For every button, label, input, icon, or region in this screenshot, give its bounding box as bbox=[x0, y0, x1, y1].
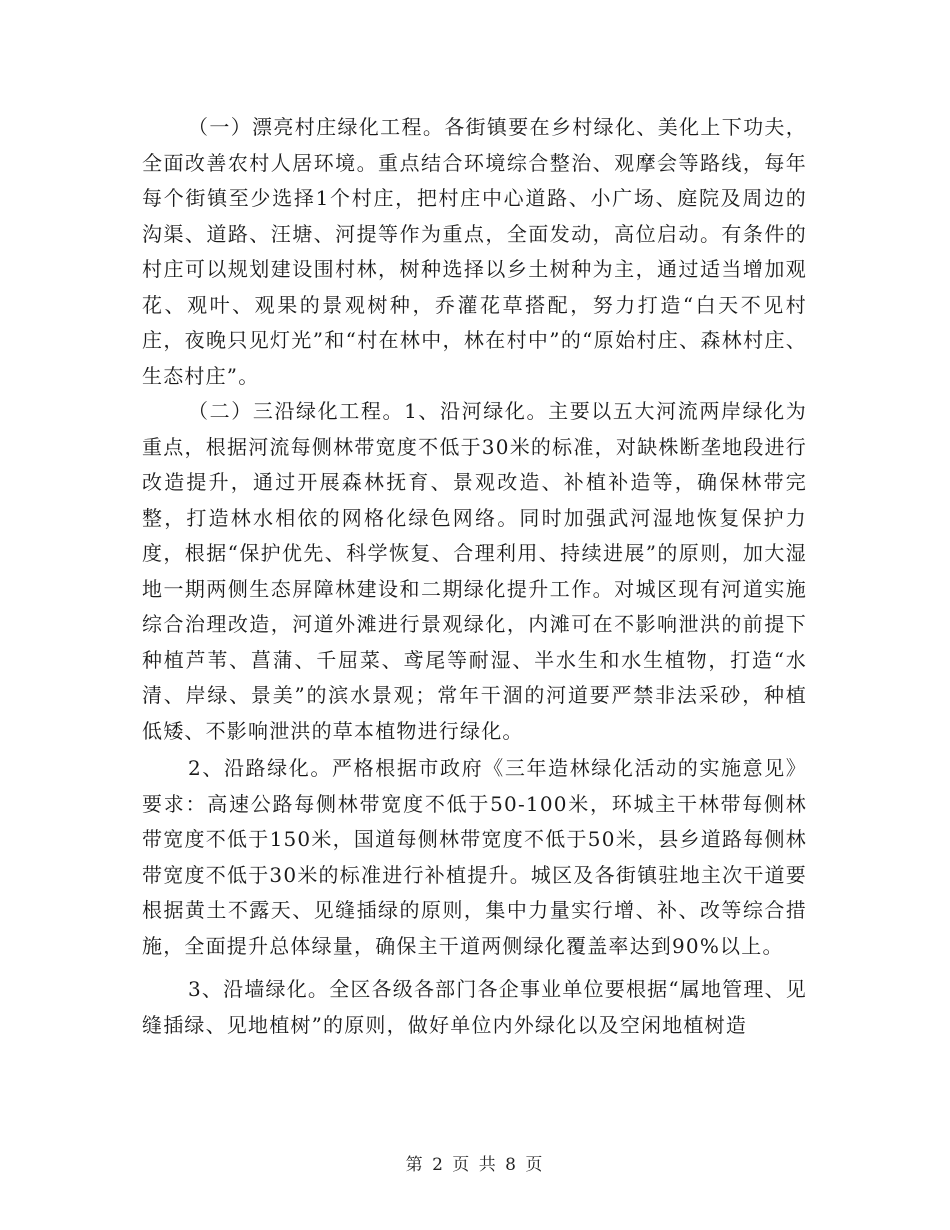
paragraph-wall-greening: 3、沿墙绿化。全区各级各部门各企事业单位要根据“属地管理、见缝插绿、见地植树”的原则，做好单位内外绿化以及空闲地植树造 bbox=[142, 977, 807, 1037]
paragraph-road-greening: 2、沿路绿化。严格根据市政府《三年造林绿化活动的实施意见》要求：高速公路每侧林带宽度不低于50-100米，环城主干林带每侧林带宽度不低于150米，国道每侧林带宽度不低于50米，县乡道路每侧林带宽度不低于30米的标准进行补植提升。城区及各街镇驻地主次干道要根据黄土不露天、见缝插绿的原则，集中力量实行增、补、改等综合措施，全面提升总体绿量，确保主干道两侧绿化覆盖率达到90%以上。 bbox=[142, 756, 807, 958]
document-body bbox=[142, 110, 807, 1043]
paragraph-river-greening: （二）三沿绿化工程。1、沿河绿化。主要以五大河流两岸绿化为重点，根据河流每侧林带宽度不低于30米的标准，对缺株断垄地段进行改造提升，通过开展森林抚育、景观改造、补植补造等，确保林带完整，打造林水相依的网格化绿色网络。同时加强武河湿地恢复保护力度，根据“保护优先、科学恢复、合理利用、持续进展”的原则，加大湿地一期两侧生态屏障林建设和二期绿化提升工作。对城区现有河道实施综合治理改造，河道外滩进行景观绿化，内滩可在不影响泄洪的前提下种植芦苇、菖蒲、千屈菜、鸢尾等耐湿、半水生和水生植物，打造“水清、岸绿、景美”的滨水景观；常年干涸的河道要严禁非法采砂，种植低矮、不影响泄洪的草本植物进行绿化。 bbox=[142, 399, 807, 743]
page-number-footer: 第 2 页 共 8 页 bbox=[405, 1155, 545, 1175]
paragraph-village-greening: （一）漂亮村庄绿化工程。各街镇要在乡村绿化、美化上下功夫，全面改善农村人居环境。重点结合环境综合整治、观摩会等路线，每年每个街镇至少选择1个村庄，把村庄中心道路、小广场、庭院及周边的沟渠、道路、汪塘、河提等作为重点，全面发动，高位启动。有条件的村庄可以规划建设围村林，树种选择以乡土树种为主，通过适当增加观花、观叶、观果的景观树种，乔灌花草搭配，努力打造“白天不见村庄，夜晚只见灯光”和“村在林中，林在村中”的“原始村庄、森林村庄、生态村庄”。 bbox=[142, 115, 807, 388]
